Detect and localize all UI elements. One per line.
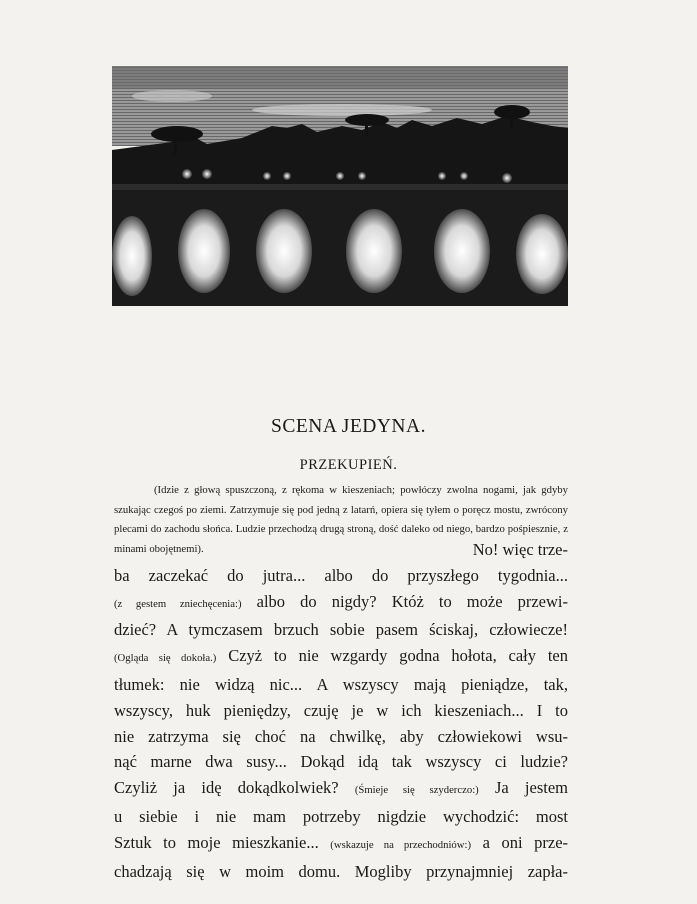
text-line: Sztuk to moje mieszkanie... (wskazuje na przechodniów:) a oni prze- (114, 832, 568, 852)
stage-direction: (Ogląda się dokoła.) (114, 652, 217, 665)
scene-title: SCENA JEDYNA. (271, 416, 426, 437)
stage-direction: (Idzie z głową spuszczoną, z rękoma w kieszeniach; powłóczy zwolna nogami, jak gdyby szukając czegoś po ziemi. Zatrzymuje się pod jedną z latarń, opiera się tyłem o poręcz mostu, zwrócony plecami do zachodu słońca. Ludzie przechodzą drugą stroną, dość daleko od niego, bardzo pośpiesznie, z minami obojętnemi). (114, 484, 568, 555)
text-line: nąć marne dwa susy... Dokąd idą tak wszyscy ci ludzie? (114, 752, 568, 772)
text-line: dzieć? A tymczasem brzuch sobie pasem ściskaj, człowiecze! (114, 620, 568, 640)
bridge-illustration (112, 66, 568, 306)
dialogue-text (114, 481, 568, 884)
text-line: Czyliż ja idę dokądkolwiek? (Śmieje się szyderczo:) Ja jestem (114, 778, 568, 798)
text-line: tłumek: nie widzą nic... A wszyscy mają pieniądze, tak, (114, 674, 568, 694)
stage-direction: (Śmieje się szyderczo:) (354, 784, 479, 797)
text-line: (z gestem zniechęcenia:) albo do nigdy? Któż to może przewi- (114, 591, 568, 611)
text-line: u siebie i nie mam potrzeby nigdzie wychodzić: most (114, 806, 568, 826)
text-line: (Ogląda się dokoła.) Czyż to nie wzgardy godna hołota, cały ten (114, 646, 568, 666)
speaker-name: PRZEKUPIEŃ. (299, 457, 398, 473)
text-line: ba zaczekać do jutra... albo do przyszłego tygodnia... (114, 565, 568, 585)
stage-direction: (z gestem zniechęcenia:) (114, 597, 242, 610)
text-line: wszyscy, huk pieniędzy, czuję je w ich kieszeniach... I to (114, 700, 568, 720)
stage-direction: (wskazuje na przechodniów:) (330, 838, 472, 851)
text-line: No! więc trze- (472, 540, 568, 559)
text-line: chadzają się w moim domu. Mogliby przynajmniej zapła- (114, 861, 568, 881)
text-line: nie zatrzyma się choć na chwilkę, aby człowiekowi wsu- (114, 726, 568, 746)
